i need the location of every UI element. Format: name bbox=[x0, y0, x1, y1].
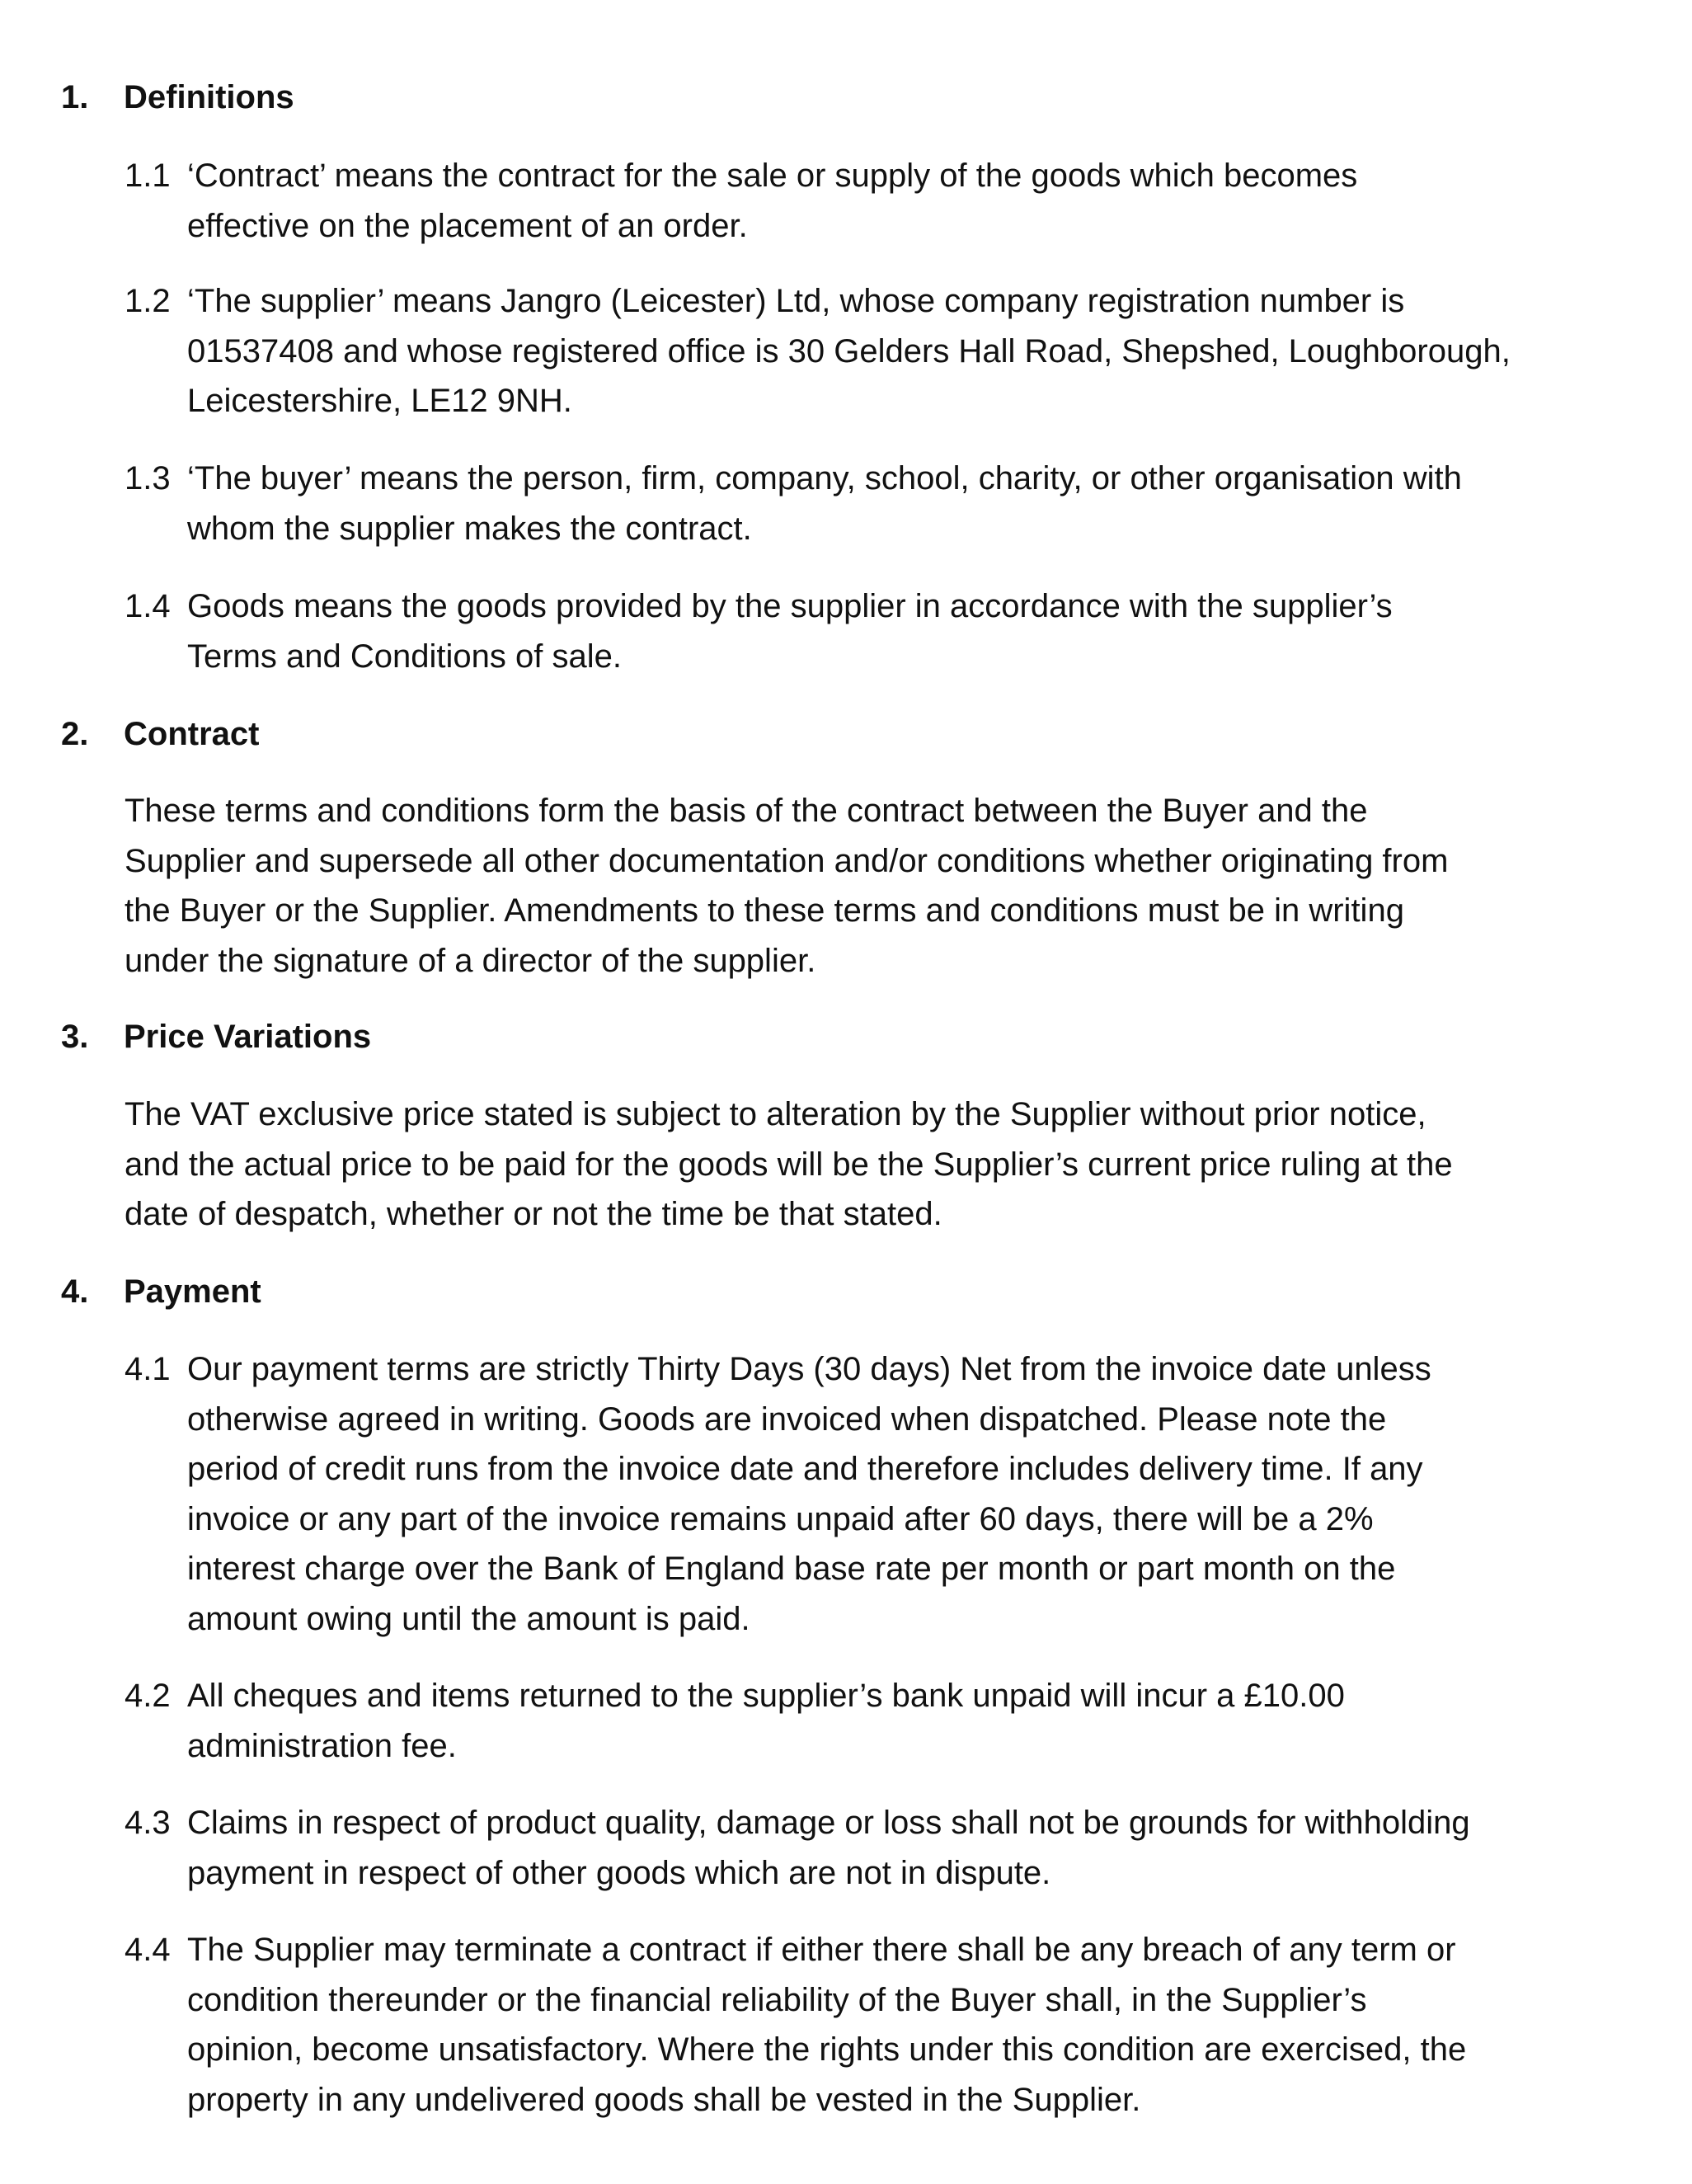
clause-line: period of credit runs from the invoice date and therefore includes delivery time. If any bbox=[187, 1451, 1423, 1487]
clause-line: interest charge over the Bank of England base rate per month or part month on the bbox=[187, 1551, 1396, 1587]
clause-line: condition thereunder or the financial reliability of the Buyer shall, in the Supplier’s bbox=[187, 1981, 1367, 2018]
clause-line: The Supplier may terminate a contract if either there shall be any breach of any term or bbox=[187, 1932, 1456, 1968]
clause-number: 4.3 bbox=[125, 1805, 171, 1841]
contract-paragraph bbox=[125, 786, 1576, 986]
clause-line: Leicestershire, LE12 9NH. bbox=[187, 383, 572, 419]
price-variations-paragraph bbox=[125, 1090, 1576, 1240]
clause-number: 4.2 bbox=[125, 1678, 171, 1714]
clause-line: Terms and Conditions of sale. bbox=[187, 638, 622, 675]
section-heading-definitions bbox=[61, 73, 294, 122]
clause-number: 1.4 bbox=[125, 588, 171, 624]
clause-line: opinion, become unsatisfactory. Where the rights under this condition are exercised, the bbox=[187, 2031, 1467, 2068]
clause-4-4 bbox=[125, 1925, 1609, 2125]
section-heading-payment bbox=[61, 1267, 261, 1316]
clause-number: 1.1 bbox=[125, 158, 171, 194]
section-number: 4. bbox=[61, 1273, 89, 1310]
section-title: Price Variations bbox=[124, 1019, 372, 1055]
paragraph-line: and the actual price to be paid for the goods will be the Supplier’s current price ruling at the bbox=[125, 1146, 1453, 1183]
section-title: Payment bbox=[124, 1273, 261, 1310]
paragraph-line: under the signature of a director of the supplier. bbox=[125, 942, 816, 979]
section-heading-price-variations bbox=[61, 1012, 371, 1061]
clause-line: Our payment terms are strictly Thirty Days (30 days) Net from the invoice date unless bbox=[187, 1351, 1431, 1387]
clause-line: payment in respect of other goods which are not in dispute. bbox=[187, 1854, 1051, 1891]
section-heading-contract bbox=[61, 709, 259, 759]
clause-1-3 bbox=[125, 454, 1609, 553]
section-number: 1. bbox=[61, 79, 89, 115]
clause-line: ‘Contract’ means the contract for the sale or supply of the goods which becomes bbox=[187, 158, 1358, 194]
paragraph-line: the Buyer or the Supplier. Amendments to these terms and conditions must be in writing bbox=[125, 892, 1404, 929]
clause-1-4 bbox=[125, 581, 1609, 681]
clause-line: Claims in respect of product quality, damage or loss shall not be grounds for withholding bbox=[187, 1805, 1470, 1841]
clause-line: effective on the placement of an order. bbox=[187, 207, 748, 244]
clause-line: property in any undelivered goods shall be vested in the Supplier. bbox=[187, 2081, 1141, 2118]
paragraph-line: date of despatch, whether or not the time be that stated. bbox=[125, 1196, 942, 1232]
paragraph-line: Supplier and supersede all other documentation and/or conditions whether originating from bbox=[125, 842, 1449, 879]
paragraph-line: The VAT exclusive price stated is subject to alteration by the Supplier without prior notice, bbox=[125, 1096, 1426, 1132]
clause-line: ‘The buyer’ means the person, firm, company, school, charity, or other organisation with bbox=[187, 460, 1462, 497]
clause-number: 4.1 bbox=[125, 1351, 171, 1387]
clause-4-3 bbox=[125, 1798, 1609, 1898]
clause-line: All cheques and items returned to the supplier’s bank unpaid will incur a £10.00 bbox=[187, 1678, 1345, 1714]
section-title: Definitions bbox=[124, 79, 294, 115]
clause-line: otherwise agreed in writing. Goods are invoiced when dispatched. Please note the bbox=[187, 1400, 1387, 1438]
section-number: 3. bbox=[61, 1019, 89, 1055]
paragraph-line: These terms and conditions form the basis of the contract between the Buyer and the bbox=[125, 793, 1368, 829]
section-title: Contract bbox=[124, 716, 260, 752]
clause-number: 4.4 bbox=[125, 1932, 171, 1968]
clause-1-2 bbox=[125, 276, 1609, 426]
clause-line: invoice or any part of the invoice remains unpaid after 60 days, there will be a 2% bbox=[187, 1500, 1374, 1537]
clause-4-2 bbox=[125, 1671, 1609, 1771]
clause-4-1 bbox=[125, 1344, 1609, 1644]
clause-1-1 bbox=[125, 151, 1609, 251]
clause-line: Goods means the goods provided by the supplier in accordance with the supplier’s bbox=[187, 588, 1393, 624]
clause-number: 1.2 bbox=[125, 283, 171, 319]
clause-line: administration fee. bbox=[187, 1727, 457, 1764]
clause-line: ‘The supplier’ means Jangro (Leicester) Ltd, whose company registration number is bbox=[187, 283, 1405, 319]
section-number: 2. bbox=[61, 716, 89, 752]
clause-number: 1.3 bbox=[125, 460, 171, 497]
clause-line: whom the supplier makes the contract. bbox=[187, 510, 752, 547]
clause-line: amount owing until the amount is paid. bbox=[187, 1600, 750, 1637]
clause-line: 01537408 and whose registered office is 30 Gelders Hall Road, Shepshed, Loughborough, bbox=[187, 332, 1511, 369]
